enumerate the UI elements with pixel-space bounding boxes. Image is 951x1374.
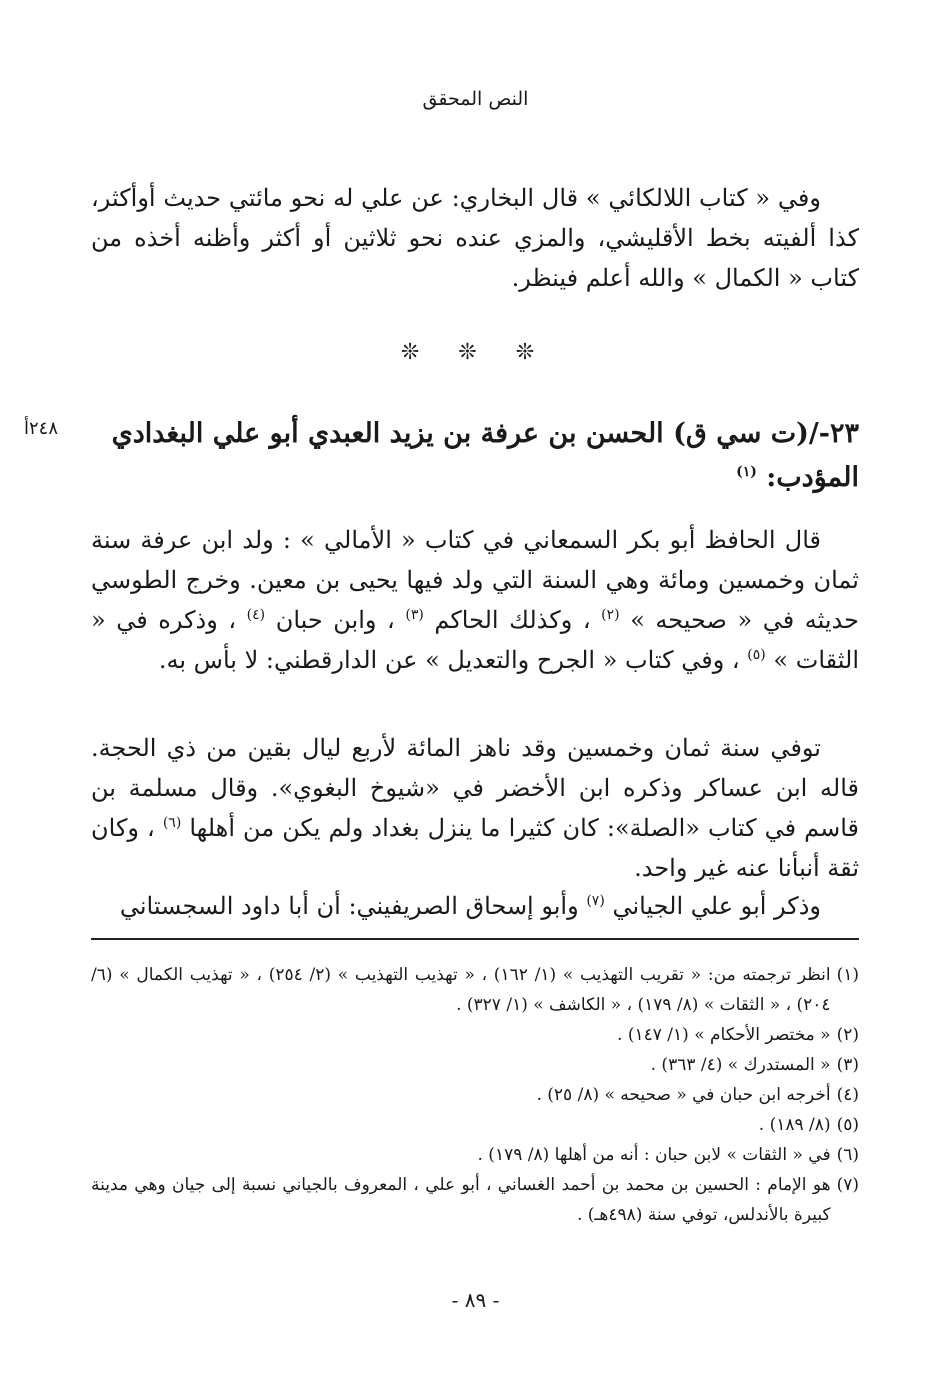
paragraph-3-text-a: توفي سنة ثمان وخمسين وقد ناهز المائة لأربع ليال بقين من ذي الحجة. قاله ابن عساكر وذكره ابن الأخضر في «شيوخ البغوي». وقال مسلمة بن قاسم في كتاب «الصلة»: كان كثيرا ما ينزل بغداد ولم يكن من أهلها: [91, 734, 859, 842]
footnote: [91, 1140, 859, 1170]
footnote-number: (٤): [836, 1085, 859, 1105]
paragraph-2-text-c: ، وابن حبان: [275, 606, 395, 634]
footnote: [91, 960, 859, 1020]
section-separator: ❊ ❊ ❊: [400, 340, 551, 365]
footnote-ref-5: (٥): [747, 647, 766, 663]
paragraph-2-text-a: قال الحافظ أبو بكر السمعاني في كتاب « الأمالي » : ولد ابن عرفة سنة ثمان وخمسين ومائة وهي السنة التي ولد فيها يحيى بن معين. وخرج الطوسي حديثه في « صحيحه »: [91, 526, 859, 634]
footnote-number: (٧): [836, 1175, 859, 1195]
footnote-text: انظر ترجمته من: « تقريب التهذيب » (١/ ١٦٢) ، « تهذيب التهذيب » (٢/ ٢٥٤) ، « تهذيب الكمال » (٦/ ٢٠٤) ، « الثقات » (٨/ ١٧٩) ، « الكاشف » (١/ ٣٢٧) .: [91, 965, 831, 1015]
footnote-divider: [91, 938, 859, 940]
footnote-text: « المستدرك » (٤/ ٣٦٣) .: [650, 1055, 831, 1075]
footnote: [91, 1080, 859, 1110]
footnote-number: (٥): [836, 1115, 859, 1135]
footnote-ref-7: (٧): [586, 893, 605, 909]
paragraph-3: [91, 728, 859, 888]
footnote-ref-6: (٦): [162, 815, 182, 831]
footnote: [91, 1020, 859, 1050]
footnote-ref-3: (٣): [405, 607, 424, 623]
footnote-number: (٣): [836, 1055, 859, 1075]
footnote-text: هو الإمام : الحسين بن محمد بن أحمد الغساني ، أبو علي ، المعروف بالجياني نسبة إلى جيان وهي مدينة كبيرة بالأندلس، توفي سنة (٤٩٨هـ) .: [91, 1175, 831, 1225]
paragraph-4-text-b: وأبو إسحاق الصريفيني: أن أبا داود السجستاني: [119, 892, 579, 920]
paragraph-3-text-b: ، وكان ثقة أنبأنا عنه غير واحد.: [91, 814, 859, 882]
footnote-text: أخرجه ابن حبان في « صحيحه » (٨/ ٢٥) .: [536, 1085, 831, 1105]
footnote-ref-4: (٤): [246, 607, 266, 623]
page-number: - ٨٩ -: [451, 1288, 500, 1312]
footnote-text: (٨/ ١٨٩) .: [758, 1115, 831, 1135]
footnote-number: (١): [836, 965, 859, 985]
paragraph-2: [91, 520, 859, 680]
paragraph-4-text-a: وذكر أبو علي الجياني: [612, 892, 821, 920]
paragraph-2-text-e: ، وفي كتاب « الجرح والتعديل » عن الدارقطني: لا بأس به.: [158, 646, 740, 674]
entry-title-text: ٢٣-/(ت سي ق) الحسن بن عرفة بن يزيد العبدي أبو علي البغدادي المؤدب:: [111, 418, 859, 493]
footnote-number: (٦): [836, 1145, 859, 1165]
footnote-text: « مختصر الأحكام » (١/ ١٤٧) .: [617, 1025, 831, 1045]
footnote-ref-1: (١): [736, 464, 757, 480]
running-header: النص المحقق: [422, 88, 529, 110]
margin-manuscript-ref: ٢٤٨أ: [24, 418, 59, 439]
paragraph-4: [91, 886, 859, 926]
entry-title: [91, 412, 859, 500]
footnote-text: في « الثقات » لابن حبان : أنه من أهلها (٨/ ١٧٩) .: [477, 1145, 831, 1165]
footnote: [91, 1170, 859, 1230]
footnote: [91, 1110, 859, 1140]
footnotes: [91, 960, 859, 1230]
paragraph-2-text-b: ، وكذلك الحاكم: [434, 606, 591, 634]
footnote-number: (٢): [836, 1025, 859, 1045]
paragraph-1: وفي « كتاب اللالكائي » قال البخاري: عن علي له نحو مائتي حديث أوأكثر، كذا ألفيته بخط الأقليشي، والمزي عنده نحو ثلاثين أو أكثر وأظنه أخذه من كتاب « الكمال » والله أعلم فينظر.: [91, 184, 859, 292]
footnote-ref-2: (٢): [601, 607, 620, 623]
paragraph-2-text-d: ، وذكره في « الثقات »: [91, 606, 859, 674]
footnote: [91, 1050, 859, 1080]
